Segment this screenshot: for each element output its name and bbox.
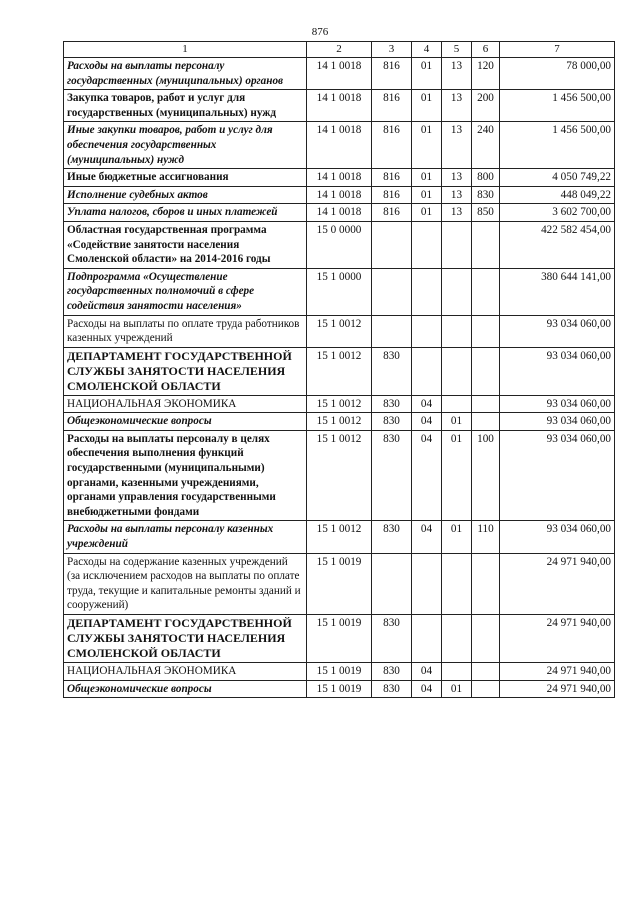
expense-type-cell: [472, 221, 500, 268]
target-article-cell: 14 1 0018: [307, 90, 372, 122]
section-cell: [412, 553, 442, 614]
subsection-cell: [442, 315, 472, 347]
table-row: [64, 615, 615, 663]
subsection-cell: 13: [442, 58, 472, 90]
table-row: [64, 315, 615, 347]
column-header: 4: [412, 42, 442, 58]
section-cell: 04: [412, 663, 442, 681]
table-row: [64, 680, 615, 698]
ministry-code-cell: 830: [372, 413, 412, 431]
table-row: [64, 122, 615, 169]
amount-cell: 93 034 060,00: [500, 395, 615, 413]
ministry-code-cell: 816: [372, 169, 412, 187]
table-row: [64, 663, 615, 681]
target-article-cell: 14 1 0018: [307, 122, 372, 169]
subsection-cell: [442, 268, 472, 315]
table-row: [64, 90, 615, 122]
section-cell: [412, 221, 442, 268]
target-article-cell: 15 1 0012: [307, 430, 372, 521]
expense-type-cell: 120: [472, 58, 500, 90]
target-article-cell: 15 1 0012: [307, 315, 372, 347]
expense-type-cell: [472, 680, 500, 698]
row-name-cell: Расходы на выплаты персоналу государственных (муниципальных) органов: [64, 58, 307, 90]
section-cell: 04: [412, 521, 442, 553]
subsection-cell: [442, 395, 472, 413]
section-cell: 01: [412, 169, 442, 187]
section-cell: 01: [412, 186, 442, 204]
table-row: [64, 204, 615, 222]
expense-type-cell: 800: [472, 169, 500, 187]
ministry-code-cell: 830: [372, 680, 412, 698]
row-name-cell: Расходы на выплаты персоналу казенных учреждений: [64, 521, 307, 553]
expense-type-cell: 100: [472, 430, 500, 521]
subsection-cell: [442, 553, 472, 614]
subsection-cell: 01: [442, 413, 472, 431]
subsection-cell: 13: [442, 90, 472, 122]
target-article-cell: 14 1 0018: [307, 169, 372, 187]
target-article-cell: 15 1 0000: [307, 268, 372, 315]
ministry-code-cell: 816: [372, 58, 412, 90]
amount-cell: 422 582 454,00: [500, 221, 615, 268]
amount-cell: 448 049,22: [500, 186, 615, 204]
budget-table: [63, 41, 615, 698]
ministry-code-cell: 830: [372, 615, 412, 663]
row-name-cell: НАЦИОНАЛЬНАЯ ЭКОНОМИКА: [64, 395, 307, 413]
subsection-cell: 01: [442, 430, 472, 521]
row-name-cell: Расходы на выплаты персоналу в целях обеспечения выполнения функций государственными (муниципальными) органами, казенными учреждениями, органами управления государственными внебюджетными фондами: [64, 430, 307, 521]
section-cell: 04: [412, 680, 442, 698]
expense-type-cell: [472, 663, 500, 681]
table-row: [64, 553, 615, 614]
target-article-cell: 15 0 0000: [307, 221, 372, 268]
subsection-cell: 13: [442, 204, 472, 222]
target-article-cell: 14 1 0018: [307, 58, 372, 90]
amount-cell: 4 050 749,22: [500, 169, 615, 187]
row-name-cell: Общеэкономические вопросы: [64, 413, 307, 431]
amount-cell: 93 034 060,00: [500, 430, 615, 521]
column-header: 3: [372, 42, 412, 58]
row-name-cell: Иные бюджетные ассигнования: [64, 169, 307, 187]
expense-type-cell: [472, 553, 500, 614]
ministry-code-cell: 816: [372, 204, 412, 222]
table-row: [64, 186, 615, 204]
table-row: [64, 413, 615, 431]
amount-cell: 24 971 940,00: [500, 663, 615, 681]
row-name-cell: Исполнение судебных актов: [64, 186, 307, 204]
row-name-cell: НАЦИОНАЛЬНАЯ ЭКОНОМИКА: [64, 663, 307, 681]
row-name-cell: Областная государственная программа «Содействие занятости населения Смоленской области» на 2014-2016 годы: [64, 221, 307, 268]
subsection-cell: [442, 615, 472, 663]
table-row: [64, 169, 615, 187]
row-name-cell: Подпрограмма «Осуществление государственных полномочий в сфере содействия занятости населения»: [64, 268, 307, 315]
section-cell: 01: [412, 122, 442, 169]
section-cell: 04: [412, 430, 442, 521]
row-name-cell: Общеэкономические вопросы: [64, 680, 307, 698]
target-article-cell: 15 1 0019: [307, 615, 372, 663]
ministry-code-cell: 830: [372, 347, 412, 395]
ministry-code-cell: 816: [372, 122, 412, 169]
target-article-cell: 15 1 0012: [307, 521, 372, 553]
column-header: 1: [64, 42, 307, 58]
expense-type-cell: [472, 315, 500, 347]
table-row: [64, 221, 615, 268]
column-header: 6: [472, 42, 500, 58]
expense-type-cell: [472, 413, 500, 431]
target-article-cell: 15 1 0012: [307, 347, 372, 395]
table-row: [64, 430, 615, 521]
ministry-code-cell: 830: [372, 663, 412, 681]
ministry-code-cell: [372, 268, 412, 315]
subsection-cell: 13: [442, 122, 472, 169]
row-name-cell: Закупка товаров, работ и услуг для государственных (муниципальных) нужд: [64, 90, 307, 122]
column-header: 7: [500, 42, 615, 58]
subsection-cell: [442, 663, 472, 681]
ministry-code-cell: [372, 221, 412, 268]
expense-type-cell: 200: [472, 90, 500, 122]
section-cell: 04: [412, 413, 442, 431]
section-cell: 04: [412, 395, 442, 413]
amount-cell: 93 034 060,00: [500, 521, 615, 553]
ministry-code-cell: 830: [372, 521, 412, 553]
amount-cell: 93 034 060,00: [500, 413, 615, 431]
column-header: 5: [442, 42, 472, 58]
target-article-cell: 15 1 0019: [307, 680, 372, 698]
row-name-cell: ДЕПАРТАМЕНТ ГОСУДАРСТВЕННОЙ СЛУЖБЫ ЗАНЯТОСТИ НАСЕЛЕНИЯ СМОЛЕНСКОЙ ОБЛАСТИ: [64, 347, 307, 395]
expense-type-cell: [472, 395, 500, 413]
ministry-code-cell: [372, 315, 412, 347]
amount-cell: 24 971 940,00: [500, 615, 615, 663]
section-cell: [412, 315, 442, 347]
expense-type-cell: 850: [472, 204, 500, 222]
row-name-cell: Расходы на содержание казенных учреждений (за исключением расходов на выплаты по оплате труда, текущие и капитальные ремонты зданий и сооружений): [64, 553, 307, 614]
ministry-code-cell: 816: [372, 90, 412, 122]
amount-cell: 24 971 940,00: [500, 680, 615, 698]
target-article-cell: 15 1 0019: [307, 663, 372, 681]
ministry-code-cell: [372, 553, 412, 614]
expense-type-cell: 830: [472, 186, 500, 204]
section-cell: [412, 268, 442, 315]
target-article-cell: 15 1 0019: [307, 553, 372, 614]
row-name-cell: Расходы на выплаты по оплате труда работников казенных учреждений: [64, 315, 307, 347]
subsection-cell: 13: [442, 169, 472, 187]
target-article-cell: 15 1 0012: [307, 413, 372, 431]
row-name-cell: Иные закупки товаров, работ и услуг для обеспечения государственных (муниципальных) нужд: [64, 122, 307, 169]
amount-cell: 1 456 500,00: [500, 122, 615, 169]
row-name-cell: Уплата налогов, сборов и иных платежей: [64, 204, 307, 222]
table-row: [64, 58, 615, 90]
amount-cell: 24 971 940,00: [500, 553, 615, 614]
amount-cell: 1 456 500,00: [500, 90, 615, 122]
amount-cell: 3 602 700,00: [500, 204, 615, 222]
column-number-row: [64, 42, 615, 58]
expense-type-cell: [472, 615, 500, 663]
ministry-code-cell: 830: [372, 395, 412, 413]
section-cell: 01: [412, 90, 442, 122]
subsection-cell: 01: [442, 521, 472, 553]
amount-cell: 93 034 060,00: [500, 347, 615, 395]
section-cell: 01: [412, 204, 442, 222]
subsection-cell: 13: [442, 186, 472, 204]
row-name-cell: ДЕПАРТАМЕНТ ГОСУДАРСТВЕННОЙ СЛУЖБЫ ЗАНЯТОСТИ НАСЕЛЕНИЯ СМОЛЕНСКОЙ ОБЛАСТИ: [64, 615, 307, 663]
table-row: [64, 521, 615, 553]
ministry-code-cell: 816: [372, 186, 412, 204]
page-number: 876: [311, 26, 329, 38]
section-cell: [412, 347, 442, 395]
target-article-cell: 14 1 0018: [307, 204, 372, 222]
target-article-cell: 15 1 0012: [307, 395, 372, 413]
subsection-cell: [442, 221, 472, 268]
amount-cell: 78 000,00: [500, 58, 615, 90]
amount-cell: 93 034 060,00: [500, 315, 615, 347]
expense-type-cell: [472, 268, 500, 315]
section-cell: [412, 615, 442, 663]
expense-type-cell: 110: [472, 521, 500, 553]
expense-type-cell: [472, 347, 500, 395]
column-header: 2: [307, 42, 372, 58]
table-row: [64, 395, 615, 413]
amount-cell: 380 644 141,00: [500, 268, 615, 315]
table-row: [64, 347, 615, 395]
ministry-code-cell: 830: [372, 430, 412, 521]
expense-type-cell: 240: [472, 122, 500, 169]
table-row: [64, 268, 615, 315]
target-article-cell: 14 1 0018: [307, 186, 372, 204]
section-cell: 01: [412, 58, 442, 90]
subsection-cell: [442, 347, 472, 395]
subsection-cell: 01: [442, 680, 472, 698]
